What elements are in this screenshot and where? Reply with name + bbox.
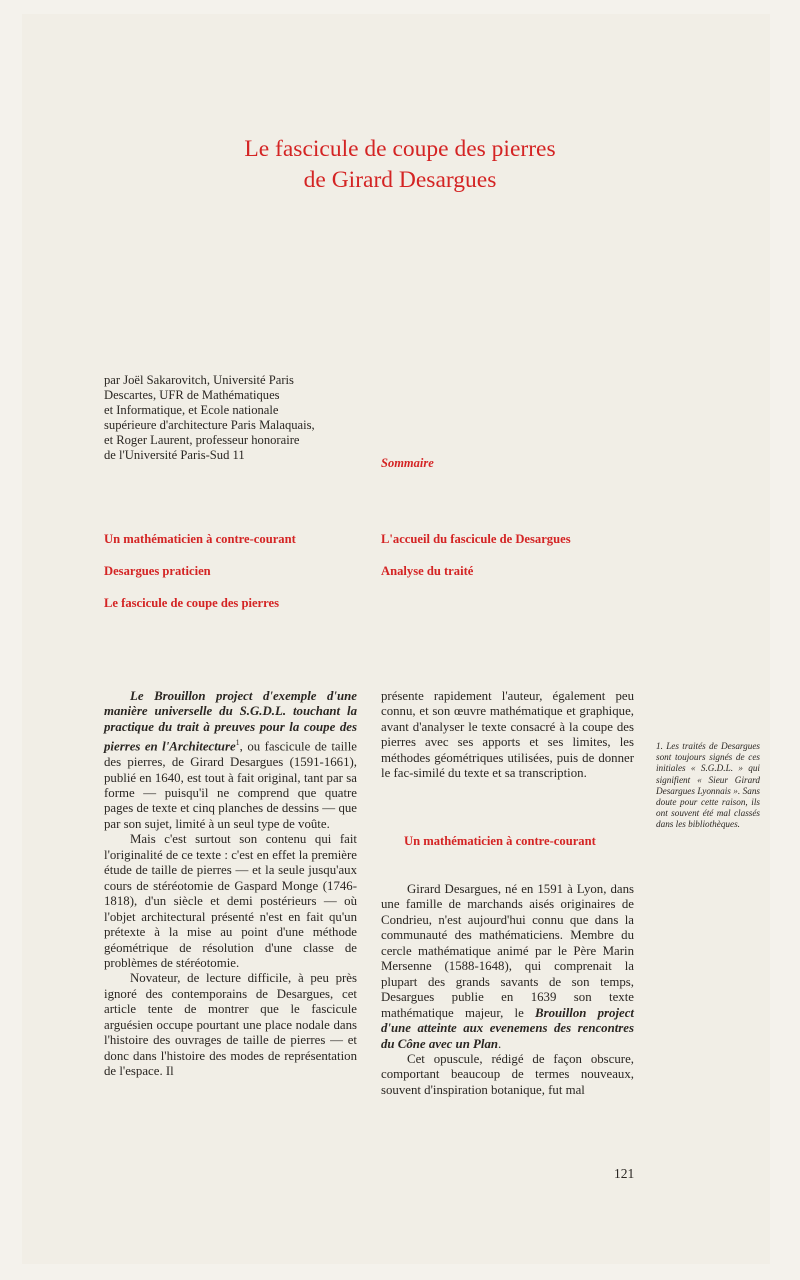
body-column-right-top	[381, 689, 634, 782]
paragraph-text: .	[498, 1036, 502, 1051]
work-title-italic: Le Brouillon project d'exemple d'une manière universelle du S.G.D.L. touchant la practique du trait à preuves pour la coupe des pierres en l'Architecture	[104, 689, 357, 754]
author-line: et Roger Laurent, professeur honoraire	[104, 433, 300, 448]
sommaire-heading: Sommaire	[381, 456, 434, 470]
paragraph-text: Girard Desargues, né en 1591 à Lyon, dans une famille de marchands aisés originaires de Condrieu, n'est aujourd'hui connu que dans la communauté des mathématiciens. Membre du cercle mathématique animé par le Père Marin Mersenne (1588-1648), qui comprenait la plupart des grands savants de son temps, Desargues publie en 1639 son texte mathématique majeur, le	[381, 882, 634, 1020]
paragraph	[381, 882, 634, 1052]
toc-left-column	[104, 532, 296, 628]
footnote: 1. Les traités de Desargues sont toujours signés de ces initiales « S.G.D.L. » qui signifient « Sieur Girard Desargues Lyonnais ». Sans doute pour cette raison, ils ont souvent été mal classés dans les bibliothèques.	[656, 741, 760, 830]
author-line: Descartes, UFR de Mathématiques	[104, 388, 280, 403]
title-line-2: de Girard Desargues	[303, 167, 497, 193]
body-column-right-bottom	[381, 882, 634, 1098]
author-line: supérieure d'architecture Paris Malaquais,	[104, 418, 315, 433]
paragraph	[104, 689, 357, 832]
page-number: 121	[614, 1166, 635, 1181]
section-heading: Un mathématicien à contre-courant	[404, 834, 596, 848]
toc-item: Le fascicule de coupe des pierres	[104, 596, 280, 610]
author-line: de l'Université Paris-Sud 11	[104, 448, 245, 463]
toc-item: Un mathématicien à contre-courant	[104, 532, 296, 546]
title-line-1: Le fascicule de coupe des pierres	[244, 136, 556, 162]
paragraph: Novateur, de lecture difficile, à peu près ignoré des contemporains de Desargues, cet article tente de montrer que le fascicule arguésien occupe pourtant une place nodale dans l'histoire des ouvrages de taille de pierres — et donc dans l'histoire des modes de représentation de l'espace. Il	[104, 971, 357, 1079]
paragraph: Cet opuscule, rédigé de façon obscure, comportant beaucoup de termes nouveaux, souvent d'inspiration botanique, fut mal	[381, 1051, 634, 1097]
body-column-left	[104, 689, 357, 1080]
author-line: et Informatique, et Ecole nationale	[104, 403, 279, 418]
author-affiliations	[104, 373, 374, 464]
toc-item: Analyse du traité	[381, 564, 474, 578]
paragraph: Mais c'est surtout son contenu qui fait l'originalité de ce texte : c'est en effet la première étude de taille de pierres — et la seule jusqu'aux cours de stéréotomie de Gaspard Monge (1746-1818), d'un siècle et demi postérieurs — où l'objet architectural présenté n'est en fait qu'un prétexte à la mise au point d'une méthode géométrique de résolution d'une classe de problèmes de stéréotomie.	[104, 832, 357, 970]
toc-item: Desargues praticien	[104, 564, 211, 578]
paragraph: présente rapidement l'auteur, également peu connu, et son œuvre mathématique et graphique, avant d'analyser le texte consacré à la coupe des pierres avec ses apports et ses limites, les méthodes géométriques utilisées, puis de donner le fac-similé du texte et sa transcription.	[381, 689, 634, 781]
toc-right-column	[381, 532, 571, 596]
article-title	[140, 134, 660, 196]
paragraph-text: , ou fascicule de taille des pierres, de Girard Desargues (1591-1661), publié en 1640, est tout à fait original, tant par sa forme — puisqu'il ne comprend que quatre pages de texte et cinq planches de dessins — que par son sujet, limité à un seul type de voûte.	[104, 739, 357, 831]
footnote-ref: 1	[235, 738, 240, 748]
toc-item: L'accueil du fascicule de Desargues	[381, 532, 571, 546]
work-title-italic: Brouillon project d'une atteinte aux evenemens des rencontres du Cône avec un Plan	[381, 1005, 634, 1051]
author-line: par Joël Sakarovitch, Université Paris	[104, 373, 294, 387]
